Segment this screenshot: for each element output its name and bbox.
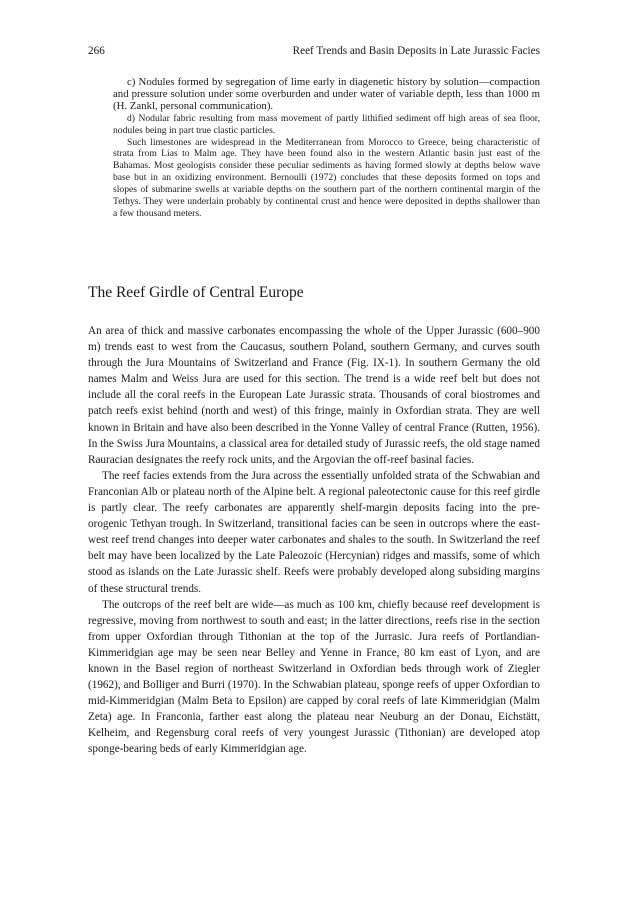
page-number: 266 bbox=[88, 45, 105, 57]
section-title: The Reef Girdle of Central Europe bbox=[88, 284, 304, 301]
body-paragraph: An area of thick and massive carbonates encompassing the whole of the Upper Jurassic (600–900 m) trends east to west from the Caucasus, southern Poland, southern Germany, and curves south through the Jura Mountains of Switzerland and France (Fig. IX-1). In southern Germany the old names Malm and Weiss Jura are used for this section. The trend is a wide reef belt but does not include all the coral reefs in the European Late Jurassic strata. Thousands of coral biostromes and patch reefs exist behind (north and west) of this fringe, mainly in Oxfordian strata. They are well known in Britain and have also been described in the Yonne Valley of central France (Rutten, 1956). In the Swiss Jura Mountains, a classical area for detailed study of Jurassic reefs, the old stage named Rauracian designates the reefy rock units, and the Argovian the off-reef basinal facies. bbox=[88, 325, 540, 466]
body-paragraph: The outcrops of the reef belt are wide—as much as 100 km, chiefly because reef development is regressive, moving from northwest to south and east; in the latter directions, reefs rise in the section from upper Oxfordian through Tithonian at the top of the Jurrasic. Jura reefs of Portlandian-Kimmeridgian age may be seen near Belley and Yenne in France, 80 km east of Lyon, and are known in the Basel region of northeast Switzerland in Oxfordian beds through work of Ziegler (1962), and Bolliger and Burri (1970). In the Schwabian plateau, sponge reefs of upper Oxfordian to mid-Kimmeridgian (Malm Beta to Epsilon) are capped by coral reefs of late Kimmeridgian (Malm Zeta) age. In Franconia, farther east along the plateau near Neuburg an der Donau, Eichstätt, Kelheim, and Regensburg coral reefs of very youngest Jurassic (Tithonian) are developed atop sponge-bearing beds of early Kimmeridgian age. bbox=[88, 598, 540, 756]
running-head: Reef Trends and Basin Deposits in Late Jurassic Facies bbox=[292, 45, 540, 57]
page-header bbox=[88, 44, 540, 58]
body-paragraph: The reef facies extends from the Jura across the essentially unfolded strata of the Schwabian and Franconian Alb or plateau north of the Alpine belt. A regional paleotectonic cause for this reef girdle is partly clear. The reefy carbonates are apparently shelf-margin deposits facing into the pre-orogenic Tethyan trough. In Switzerland, transitional facies can be seen in outcrops where the east-west reef trend changes into deeper water carbonates and shales to the south. In Switzerland the reef belt may have been localized by the Late Paleozoic (Hercynian) ridges and massifs, some of which stood as islands on the Late Jurassic shelf. Reefs were probably developed along subsiding margins of these structural trends. bbox=[88, 469, 540, 595]
continuation-paragraph: Such limestones are widespread in the Mediterranean from Morocco to Greece, being characteristic of strata from Lias to Malm age. They have been found also in the western Atlantic basin just east of the Bahamas. Most geologists consider these peculiar sediments as having formed slowly at depths below wave base but in an oxidizing environment. Bernoulli (1972) concludes that these deposits formed on tops and slopes of submarine swells at variable depths on the southern part of the northern continental margin of the Tethys. They were underlain probably by continental crust and hence were deposited in depths shallower than a few thousand meters. bbox=[113, 136, 540, 219]
continued-list-block bbox=[113, 77, 540, 220]
section-body bbox=[88, 323, 540, 758]
list-item-c: c) Nodules formed by segregation of lime early in diagenetic history by solution—compaction and pressure solution under some overburden and under water of variable depth, less than 1000 m (H. Zankl, personal communication). bbox=[113, 76, 540, 112]
list-item-d: d) Nodular fabric resulting from mass movement of partly lithified sediment off high areas of sea floor, nodules being in part true clastic particles. bbox=[113, 112, 540, 136]
